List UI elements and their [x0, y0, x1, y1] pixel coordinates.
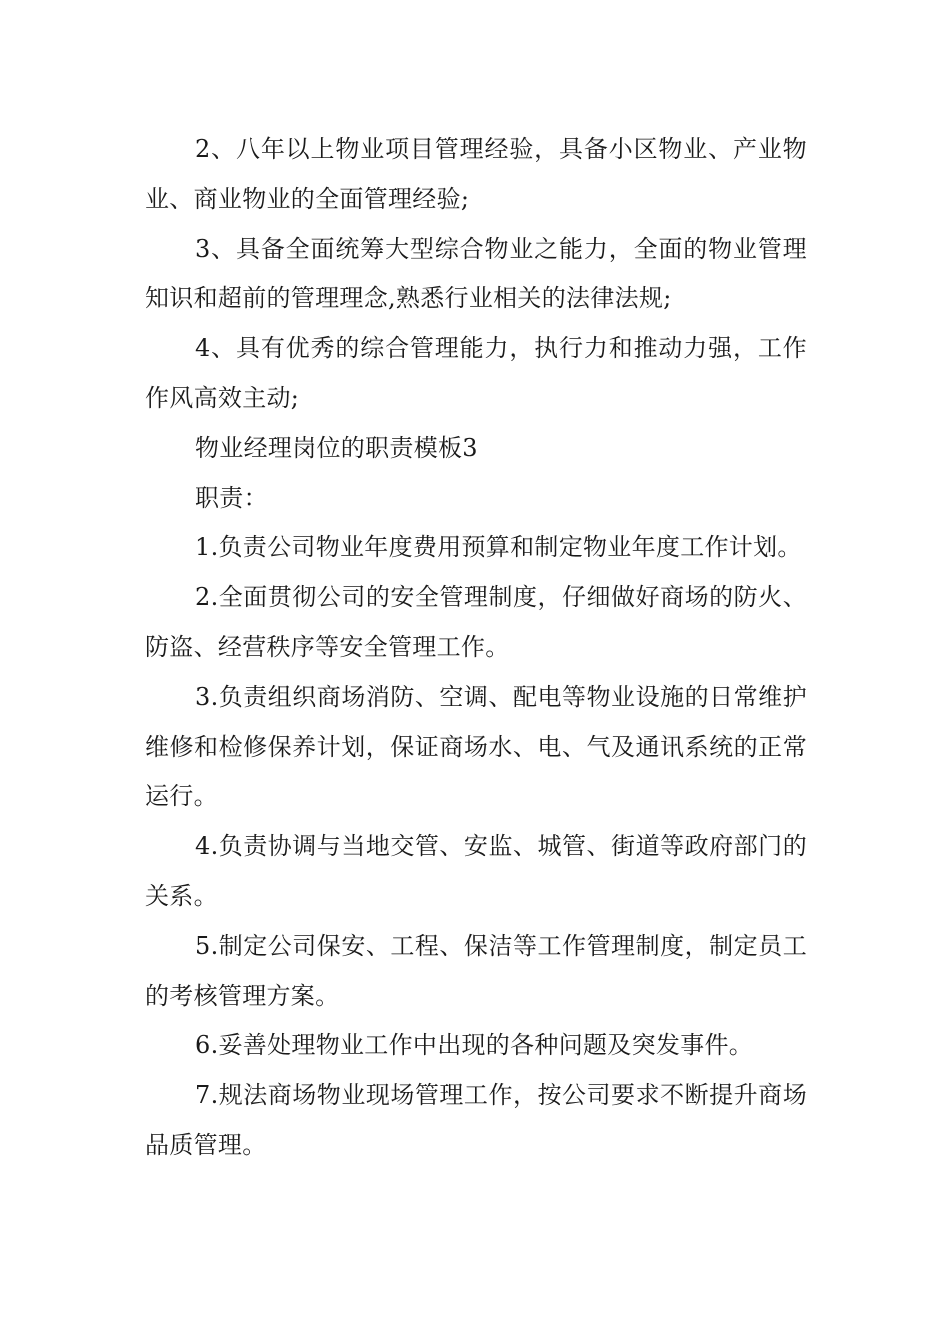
duty-item-4: 4.负责协调与当地交管、安监、城管、街道等政府部门的关系。 [145, 832, 807, 910]
duty-item-6: 6.妥善处理物业工作中出现的各种问题及突发事件。 [195, 1031, 754, 1060]
duty-item-5: 5.制定公司保安、工程、保洁等工作管理制度，制定员工的考核管理方案。 [145, 931, 807, 1010]
requirement-item-3: 3、具备全面统筹大型综合物业之能力，全面的物业管理知识和超前的管理理念,熟悉行业相关的法律法规; [145, 234, 807, 313]
section-heading: 物业经理岗位的职责模板3 [195, 433, 478, 462]
duty-item-7: 7.规法商场物业现场管理工作，按公司要求不断提升商场品质管理。 [145, 1081, 807, 1159]
duty-item-1: 1.负责公司物业年度费用预算和制定物业年度工作计划。 [195, 533, 802, 562]
document-body [145, 125, 807, 1171]
requirement-item-2: 2、八年以上物业项目管理经验，具备小区物业、产业物业、商业物业的全面管理经验; [145, 135, 807, 213]
duties-label: 职责： [195, 483, 268, 512]
duty-item-3: 3.负责组织商场消防、空调、配电等物业设施的日常维护维修和检修保养计划，保证商场水、电、气及通讯系统的正常运行。 [145, 682, 807, 811]
duty-item-2: 2.全面贯彻公司的安全管理制度，仔细做好商场的防火、防盗、经营秩序等安全管理工作。 [145, 583, 807, 661]
requirement-item-4: 4、具有优秀的综合管理能力，执行力和推动力强，工作作风高效主动; [145, 334, 807, 412]
